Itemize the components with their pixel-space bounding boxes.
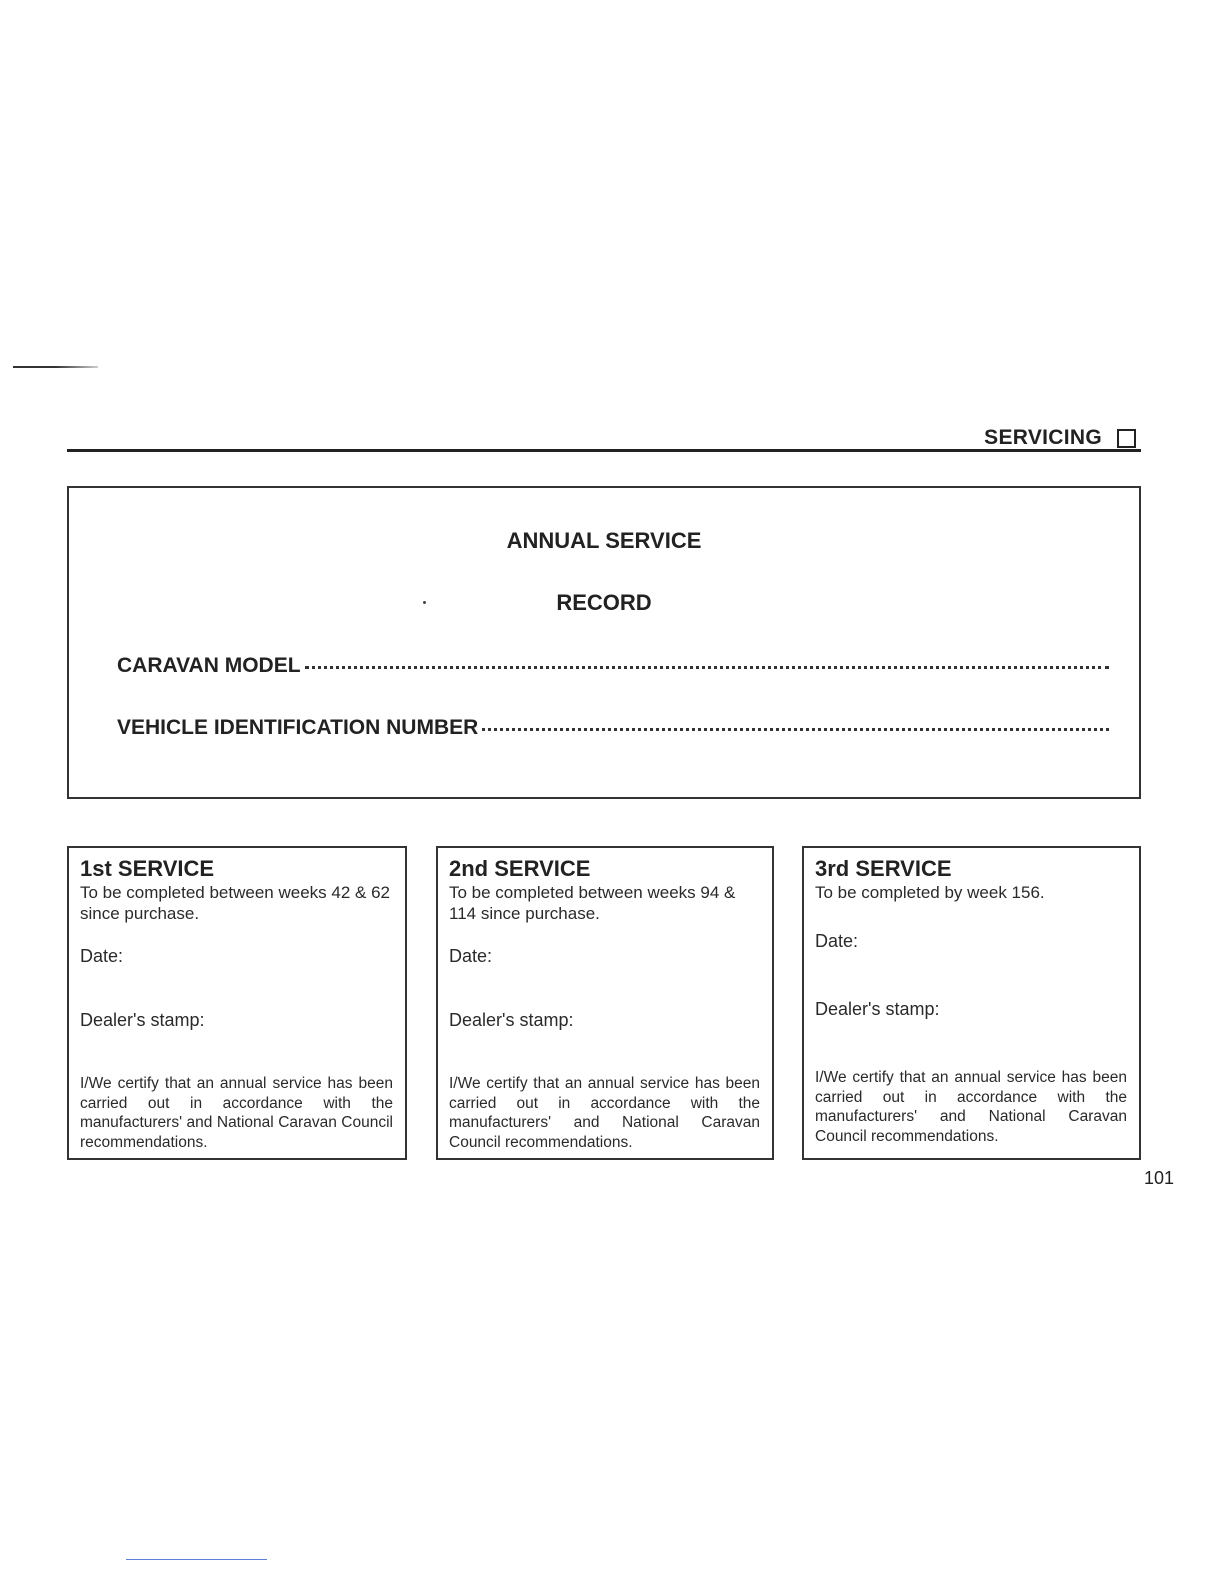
service-title: 2nd SERVICE (449, 856, 591, 881)
section-title: SERVICING (984, 426, 1102, 449)
caravan-model-label: CARAVAN MODEL (117, 654, 301, 677)
checkbox-square-icon (1117, 429, 1136, 448)
service-title: 3rd SERVICE (815, 856, 952, 881)
certification-text: I/We certify that an annual service has been carried out in accordance with the manufacturers' and National Caravan Council recommendations. (449, 1075, 760, 1151)
dealer-stamp-label: Dealer's stamp: (80, 1010, 205, 1030)
vin-label: VEHICLE IDENTIFICATION NUMBER (117, 716, 479, 739)
caravan-model-dotted-line[interactable] (305, 666, 1109, 669)
margin-mark (126, 1559, 267, 1560)
vin-dotted-line[interactable] (482, 728, 1109, 731)
margin-mark (13, 366, 98, 368)
service-title: 1st SERVICE (80, 856, 215, 881)
service-box-1 (67, 846, 407, 1160)
record-subtitle: RECORD (556, 590, 652, 615)
service-description: To be completed between weeks 42 & 62 since purchase. (80, 883, 390, 923)
record-title: ANNUAL SERVICE (506, 528, 702, 553)
vin-field[interactable] (117, 716, 1109, 740)
service-description: To be completed between weeks 94 & 114 since purchase. (449, 883, 736, 923)
date-label: Date: (80, 946, 124, 966)
annual-service-record-box (67, 486, 1141, 799)
certification-text: I/We certify that an annual service has been carried out in accordance with the manufacturers' and National Caravan Council recommendations. (815, 1069, 1127, 1145)
date-label: Date: (815, 931, 859, 951)
service-box-2 (436, 846, 774, 1160)
header-rule (67, 449, 1141, 452)
service-description: To be completed by week 156. (815, 883, 1045, 902)
dealer-stamp-label: Dealer's stamp: (815, 999, 940, 1019)
certification-text: I/We certify that an annual service has been carried out in accordance with the manufacturers' and National Caravan Council recommendations. (80, 1075, 393, 1151)
caravan-model-field[interactable] (117, 654, 1109, 678)
dealer-stamp-label: Dealer's stamp: (449, 1010, 574, 1030)
date-label: Date: (449, 946, 493, 966)
service-box-3 (802, 846, 1141, 1160)
page-number: 101 (1144, 1168, 1175, 1188)
